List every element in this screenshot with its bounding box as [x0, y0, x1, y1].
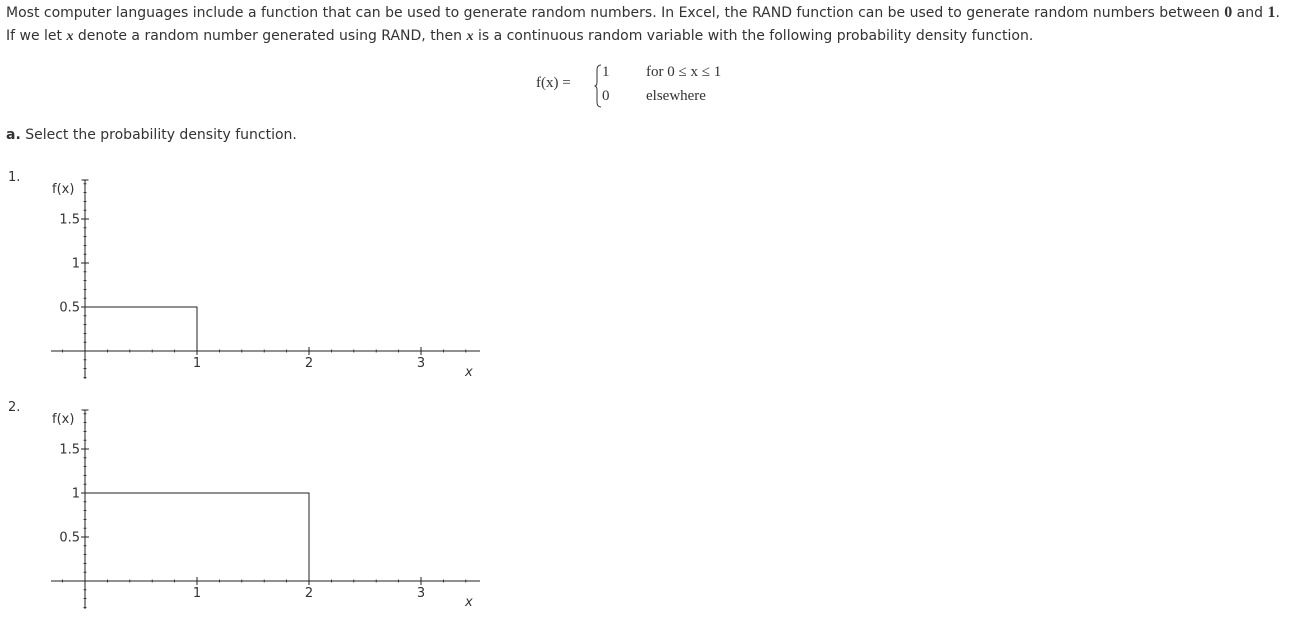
value-one: 1	[1267, 4, 1276, 21]
y-axis-label: f(x)	[52, 182, 75, 197]
variable-x: x	[66, 28, 74, 44]
pdf-graph-1	[40, 168, 500, 383]
case2-condition: elsewhere	[646, 88, 706, 104]
y-tick-label: 0.5	[59, 530, 80, 546]
x-tick-label: 1	[192, 356, 202, 371]
pdf-formula	[536, 62, 766, 112]
y-tick-label: 1	[71, 256, 80, 272]
intro-text-5: is a continuous random variable with the following probability density function.	[473, 27, 1034, 44]
option-number-2[interactable]: 2.	[8, 400, 21, 415]
x-tick-label: 1	[192, 586, 202, 601]
y-tick-label: 1.5	[59, 442, 80, 458]
question-a	[6, 127, 297, 143]
x-tick-label: 2	[304, 356, 314, 371]
variable-x: x	[466, 28, 474, 44]
pdf-line	[85, 307, 197, 351]
option-graph-2[interactable]	[40, 398, 500, 613]
intro-text-2: and	[1232, 5, 1268, 21]
y-axis-label: f(x)	[52, 412, 75, 427]
question-letter: a.	[6, 127, 21, 143]
option-number-1[interactable]: 1.	[8, 170, 21, 185]
case1-value: 1	[602, 64, 610, 80]
case2-value: 0	[602, 88, 610, 104]
option-graph-1[interactable]	[40, 168, 500, 383]
question-text: Select the probability density function.	[25, 127, 297, 143]
x-tick-label: 2	[304, 586, 314, 601]
x-tick-label: 3	[416, 586, 426, 601]
problem-statement	[6, 2, 1288, 48]
case1-condition: for 0 ≤ x ≤ 1	[646, 64, 722, 80]
left-brace-icon	[594, 64, 602, 108]
pdf-graph-2	[40, 398, 500, 613]
x-tick-label: 3	[416, 356, 426, 371]
formula-lhs: f(x) =	[536, 75, 571, 91]
y-tick-label: 1.5	[59, 212, 80, 228]
y-tick-label: 1	[71, 486, 80, 502]
pdf-line	[85, 493, 309, 581]
x-axis-label: x	[465, 365, 473, 380]
intro-text-3: . If we let	[6, 5, 1280, 44]
intro-text-1: Most computer languages include a function that can be used to generate random numbers. In Excel, the RAND function can be used to generate random numbers between	[6, 5, 1225, 21]
y-tick-label: 0.5	[59, 300, 80, 316]
value-zero: 0	[1224, 4, 1233, 21]
intro-text-4: denote a random number generated using RAND, then	[73, 27, 467, 44]
x-axis-label: x	[465, 595, 473, 610]
